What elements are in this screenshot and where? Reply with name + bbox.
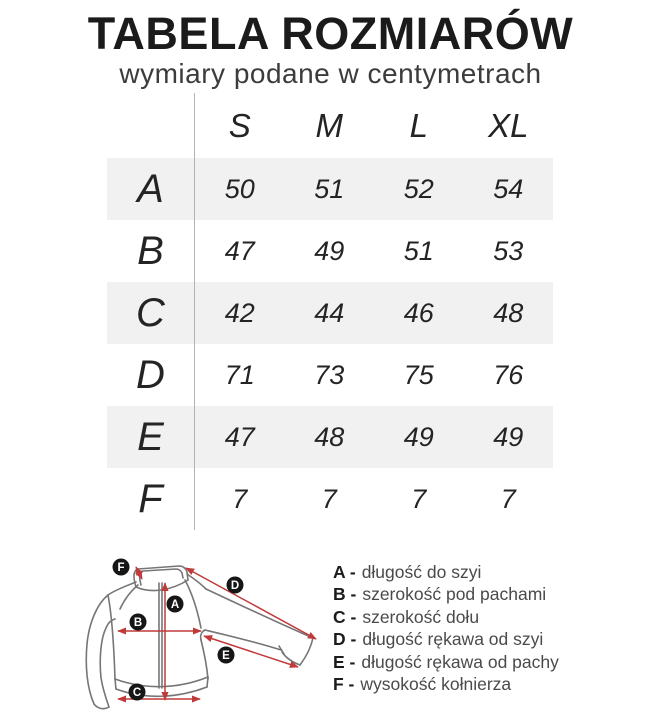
- marker-e: [218, 647, 235, 664]
- page-subtitle: wymiary podane w centymetrach: [119, 58, 542, 90]
- row-label: D: [107, 344, 195, 406]
- cell-value: 49: [403, 421, 434, 452]
- legend-item-b: [333, 583, 559, 605]
- page-title: TABELA ROZMIARÓW: [87, 8, 574, 59]
- svg-text:C: C: [132, 687, 142, 699]
- cell-value: 51: [314, 173, 345, 204]
- legend-item-c: [333, 606, 559, 628]
- cell-value: 42: [224, 297, 255, 328]
- cell-value: 7: [232, 483, 248, 514]
- row-label: F: [107, 468, 195, 530]
- cell-value: 54: [493, 173, 524, 204]
- svg-text:D: D: [230, 580, 240, 592]
- legend-item-e: [333, 651, 559, 673]
- cell-value: 48: [314, 421, 345, 452]
- jacket-outline: [86, 566, 313, 709]
- cell-value: 49: [314, 235, 345, 266]
- legend-item-f: [333, 673, 559, 695]
- table-header-row: [107, 93, 553, 158]
- cell-value: 75: [403, 359, 434, 390]
- svg-text:A: A: [170, 599, 180, 611]
- legend-item-d: [333, 628, 559, 650]
- legend-item-a: [333, 561, 559, 583]
- legend-desc: szerokość pod pachami: [362, 584, 547, 605]
- row-label: B: [107, 220, 195, 282]
- measurement-legend: [333, 561, 559, 695]
- cell-value: 47: [224, 421, 255, 452]
- row-label: A: [107, 158, 195, 220]
- legend-desc: wysokość kołnierza: [360, 674, 512, 695]
- marker-a: [167, 596, 184, 613]
- cell-value: 46: [403, 297, 434, 328]
- heading: [0, 10, 661, 90]
- cell-value: 44: [314, 297, 345, 328]
- cell-value: 47: [224, 235, 255, 266]
- legend-key: A -: [333, 562, 356, 582]
- cell-value: 7: [500, 483, 516, 514]
- table-row: [107, 220, 553, 282]
- svg-text:E: E: [222, 650, 230, 662]
- size-col-xl: XL: [488, 106, 529, 144]
- marker-f: [113, 559, 130, 576]
- marker-badges: [113, 559, 244, 701]
- size-col-l: L: [409, 106, 428, 144]
- size-col-m: M: [315, 106, 343, 144]
- cell-value: 76: [493, 359, 524, 390]
- cell-value: 7: [411, 483, 427, 514]
- legend-key: F -: [333, 674, 355, 695]
- cell-value: 50: [224, 173, 255, 204]
- cell-value: 73: [314, 359, 345, 390]
- legend-key: E -: [333, 651, 356, 672]
- marker-d: [227, 577, 244, 594]
- table-row: [107, 468, 553, 530]
- cell-value: 7: [321, 483, 337, 514]
- legend-key: B -: [333, 584, 357, 605]
- svg-text:B: B: [133, 617, 143, 629]
- cell-value: 49: [493, 421, 524, 452]
- marker-b: [130, 614, 147, 631]
- table-row: [107, 344, 553, 406]
- measure-line-d: [186, 568, 316, 639]
- table-row: [107, 158, 553, 220]
- header-spacer: [107, 93, 195, 158]
- cell-value: 52: [403, 173, 434, 204]
- svg-text:F: F: [117, 562, 125, 574]
- size-table: [107, 93, 553, 530]
- cell-value: 71: [224, 359, 255, 390]
- marker-c: [129, 684, 146, 701]
- cell-value: 51: [403, 235, 434, 266]
- legend-key: D -: [333, 629, 357, 650]
- jacket-diagram: [60, 538, 336, 715]
- cell-value: 48: [493, 297, 524, 328]
- row-label: E: [107, 406, 195, 468]
- legend-desc: długość rękawa od szyi: [362, 629, 544, 650]
- table-row: [107, 406, 553, 468]
- size-col-s: S: [228, 106, 251, 144]
- legend-desc: długość do szyi: [361, 562, 482, 582]
- legend-key: C -: [333, 606, 357, 627]
- legend-desc: szerokość dołu: [362, 606, 480, 627]
- table-row: [107, 282, 553, 344]
- legend-desc: długość rękawa od pachy: [361, 651, 559, 672]
- cell-value: 53: [493, 235, 524, 266]
- row-label: C: [107, 282, 195, 344]
